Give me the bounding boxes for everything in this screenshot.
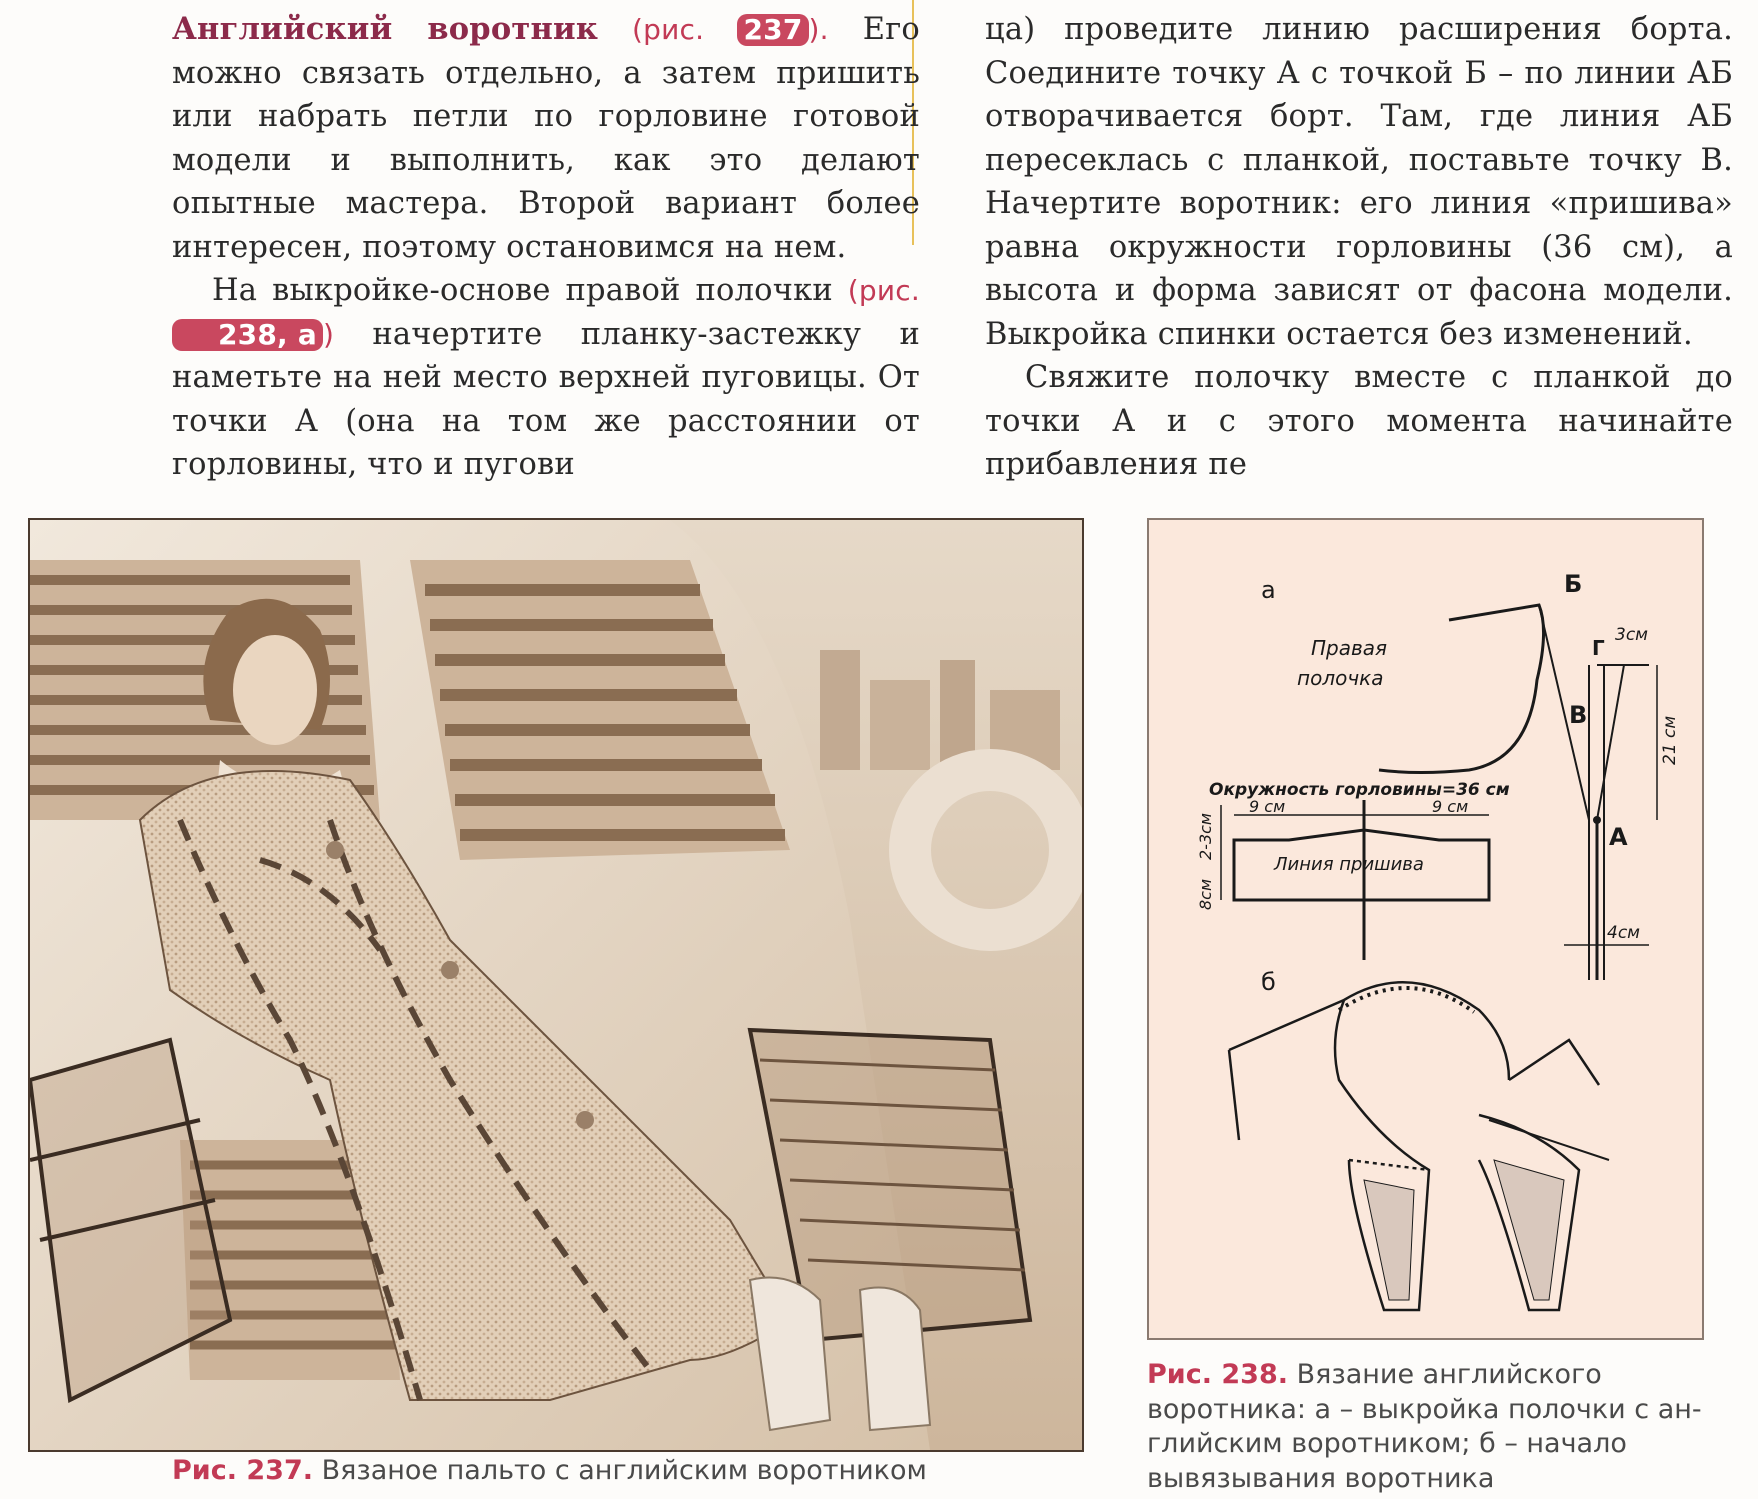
dim-2-3cm: 2-3см bbox=[1196, 813, 1215, 860]
dim-9cm-left: 9 см bbox=[1249, 797, 1286, 816]
ref-close: ) bbox=[322, 317, 335, 351]
paragraph-knitting: Свяжите полочку вместе с планкой до точки А и с этого момента начинайте прибавления пе bbox=[985, 360, 1733, 482]
caption-text: Вязание английского воротника: а – выкройка полочки с английским воротником; б – начало вывязывания воротника bbox=[1147, 1359, 1702, 1494]
part-b-label: б bbox=[1261, 968, 1276, 996]
section-heading: Английский воротник bbox=[172, 11, 599, 47]
lapel-line bbox=[1597, 665, 1624, 820]
dim-3cm: 3см bbox=[1615, 625, 1648, 645]
paragraph-english-collar bbox=[172, 8, 920, 269]
dim-4cm: 4см bbox=[1607, 923, 1640, 943]
figure-238-caption bbox=[1147, 1358, 1712, 1496]
point-g: Г bbox=[1592, 636, 1605, 660]
figure-ref-237[interactable] bbox=[632, 13, 829, 46]
ref-close: ). bbox=[808, 13, 829, 46]
paragraph-text: Его можно связать отдельно, а затем пришить или набрать петли по горловине готовой модели и выполнить, как это делают опытные мастера. Второй вариант более интересен, поэтому остановимся на нем. bbox=[172, 12, 920, 265]
bodice-neckline bbox=[1379, 605, 1544, 773]
caption-label: Рис. 238. bbox=[1147, 1359, 1288, 1390]
collar-knitting-sketch bbox=[1229, 982, 1609, 1310]
figure-237-caption bbox=[172, 1455, 1072, 1486]
pattern-label-line2: полочка bbox=[1297, 666, 1384, 690]
caption-label: Рис. 237. bbox=[172, 1455, 313, 1486]
photo-knitted-coat bbox=[28, 518, 1084, 1452]
figure-number-badge: 238, а bbox=[172, 319, 323, 351]
point-a-dot bbox=[1593, 816, 1601, 824]
text-column-left bbox=[172, 8, 920, 487]
paragraph-pattern bbox=[172, 269, 920, 487]
sewing-line-label: Линия пришива bbox=[1274, 854, 1424, 875]
ref-open: (рис. bbox=[632, 13, 705, 46]
point-b-top: Б bbox=[1564, 570, 1583, 598]
caption-text: Вязаное пальто с английским воротником bbox=[321, 1455, 927, 1486]
diagram-collar-pattern bbox=[1147, 518, 1704, 1340]
part-a-label: а bbox=[1261, 576, 1276, 604]
paragraph-text: На выкройке-основе правой полочки bbox=[212, 273, 833, 308]
paragraph-continued: ца) проведите линию расширения борта. Соедините точку А с точкой Б – по линии АБ отворачивается борт. Там, где линия АБ пересеклась с планкой, поставьте точку В. Начертите воротник: его линия «пришива» равна окружности горловины (36 см), а высота и форма зависят от фасона модели. Выкройка спинки остается без изменений. bbox=[985, 12, 1733, 352]
point-a: А bbox=[1609, 823, 1628, 851]
dim-9cm-right: 9 см bbox=[1432, 797, 1469, 816]
ref-open: (рис. bbox=[847, 274, 920, 307]
text-column-right bbox=[985, 8, 1733, 487]
figure-number-badge: 237 bbox=[737, 14, 808, 46]
dim-21cm: 21 см bbox=[1660, 715, 1680, 765]
pattern-label-line1: Правая bbox=[1311, 636, 1388, 660]
neckline-label: Окружность горловины=36 см bbox=[1209, 780, 1510, 800]
dim-8cm: 8см bbox=[1196, 878, 1215, 910]
paragraph-text: начертите планку-застежку и наметьте на ней место верхней пуговицы. От точки А (она на том же расстоянии от горловины, что и пугови bbox=[172, 316, 920, 482]
point-v: В bbox=[1569, 701, 1588, 729]
